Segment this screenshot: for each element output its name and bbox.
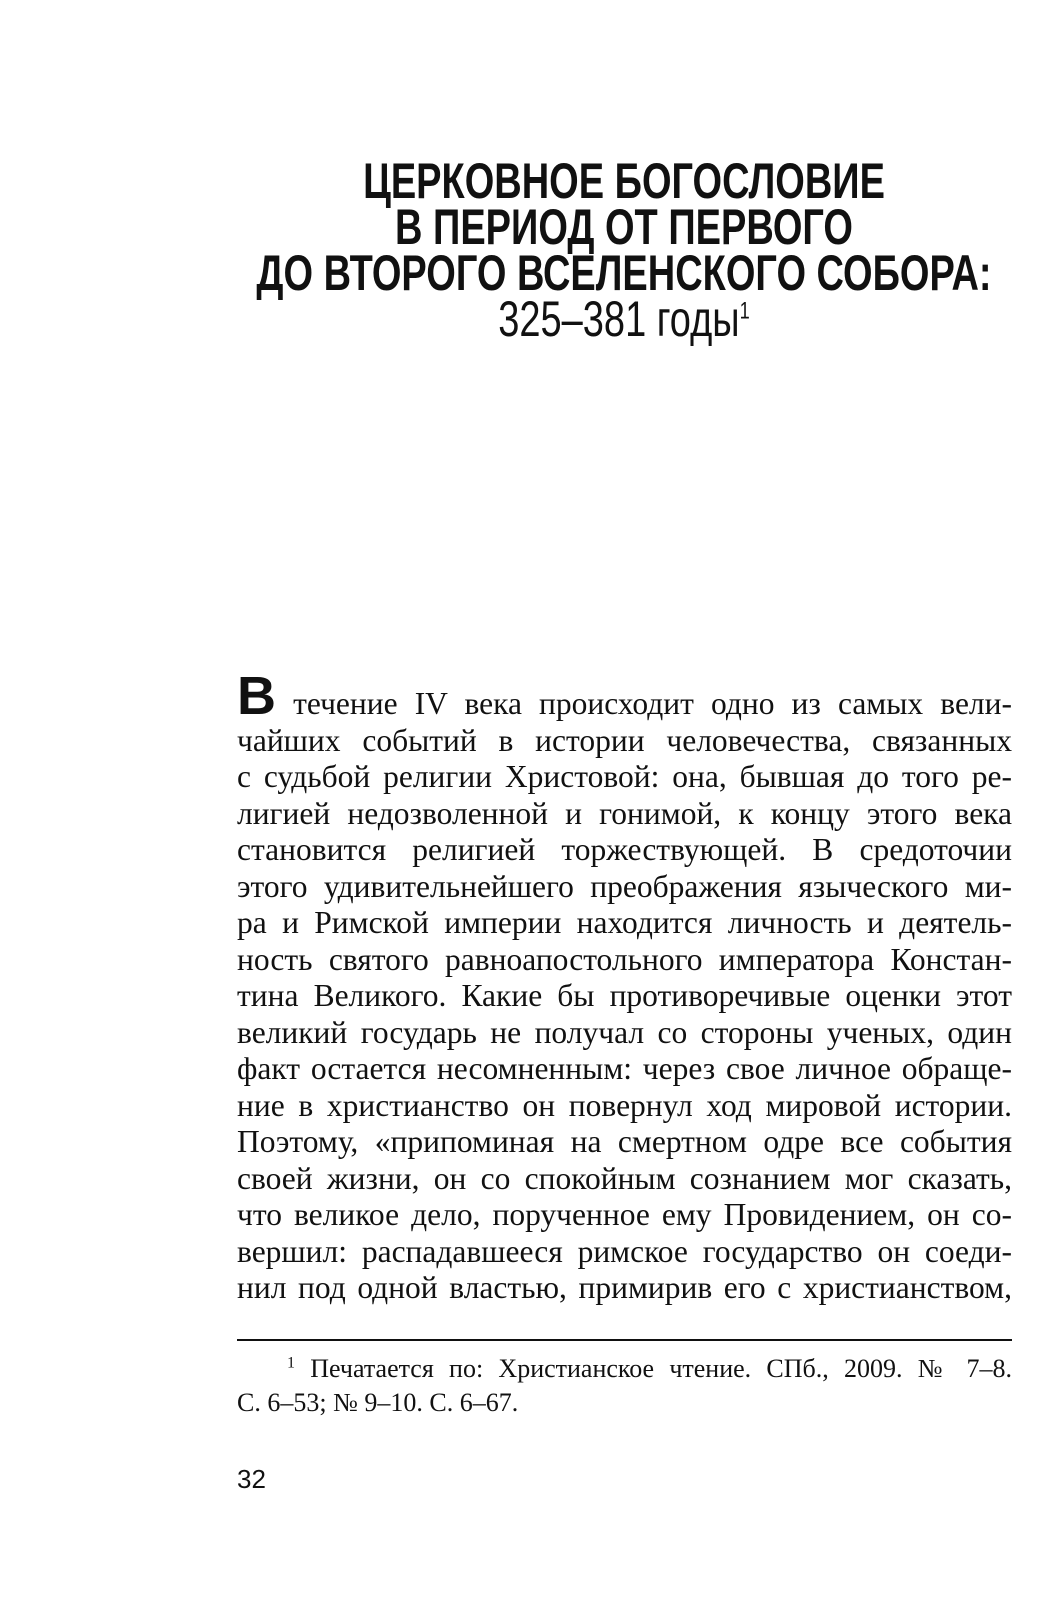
chapter-title-years <box>226 291 1022 347</box>
title-footnote-ref: 1 <box>739 297 750 325</box>
body-line: этого удивительнейшего преображения языческого ми- <box>237 868 1012 904</box>
body-line: ность святого равноапостольного императора Констан- <box>237 941 1012 977</box>
body-line: с судьбой религии Христовой: она, бывшая до того ре- <box>237 759 1012 794</box>
footnote-rule <box>237 1339 1012 1341</box>
body-line: великий государь не получал со стороны ученых, один <box>237 1014 1012 1050</box>
body-line: чайших событий в истории человечества, связанных <box>237 722 1012 758</box>
body-line: ра и Римской империи находится личность и деятель- <box>237 905 1012 940</box>
body-line-first <box>237 666 1012 726</box>
footnote-line-1-text: Печатается по: Христианское чтение. СПб., 2009. № 7–8. <box>310 1354 1013 1383</box>
chapter-years-text: 325–381 годы <box>498 291 740 347</box>
body-line: Поэтому, «припоминая на смертном одре все события <box>237 1124 1012 1159</box>
drop-cap: В <box>237 666 276 726</box>
chapter-title-line-3: ДО ВТОРОГО ВСЕЛЕНСКОГО СОБОРА: <box>256 245 992 301</box>
body-line: нил под одной властью, примирив его с христианством, <box>237 1270 1012 1305</box>
body-line: тина Великого. Какие бы противоречивые оценки этот <box>237 978 1012 1013</box>
chapter-title-line-2: В ПЕРИОД ОТ ПЕРВОГО <box>395 199 853 255</box>
footnote-line-2: С. 6–53; № 9–10. С. 6–67. <box>237 1388 519 1417</box>
footnote-line-1 <box>287 1352 1012 1386</box>
chapter-title-line-1: ЦЕРКОВНОЕ БОГОСЛОВИЕ <box>363 153 885 209</box>
footnote-marker: 1 <box>287 1354 295 1372</box>
body-line: факт остается несомненным: через свое личное обраще- <box>237 1051 1012 1086</box>
body-line: вершил: распадавшееся римское государство он соеди- <box>237 1233 1012 1269</box>
page-number: 32 <box>237 1464 266 1494</box>
body-line: своей жизни, он со спокойным сознанием мог сказать, <box>237 1160 1012 1196</box>
body-line: что великое дело, порученное ему Провидением, он со- <box>237 1197 1012 1232</box>
body-line-first-text: течение IV века происходит одно из самых вели- <box>293 686 1012 721</box>
body-text <box>237 666 1012 1307</box>
body-line: становится религией торжествующей. В средоточии <box>237 832 1012 867</box>
body-line: ние в христианство он повернул ход мировой истории. <box>237 1087 1012 1123</box>
body-line: лигией недозволенной и гонимой, к концу этого века <box>237 795 1012 831</box>
chapter-title <box>0 153 1048 347</box>
